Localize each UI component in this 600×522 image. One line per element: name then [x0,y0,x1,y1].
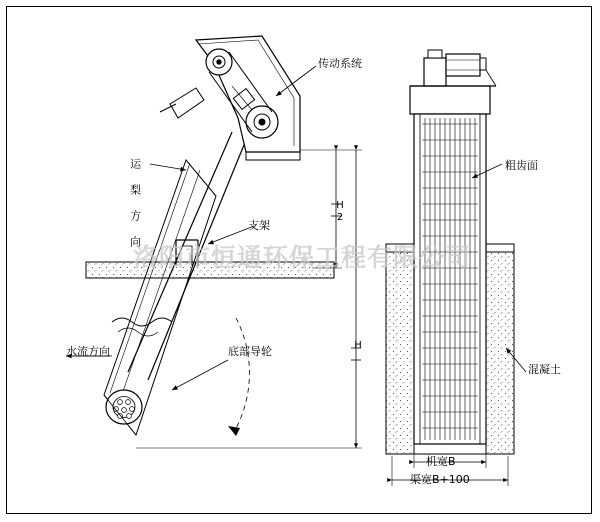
label-water-flow-direction: 水流方向 [66,345,110,358]
label-height-h: H [352,340,364,352]
bottom-roller [104,390,142,435]
label-drive-system: 传动系统 [318,57,362,70]
watermark: 洛阳市恒通环保工程有限公司 [132,243,471,272]
dimension-lines-side [136,150,362,448]
label-bottom-roller: 底部导轮 [228,345,272,358]
label-height-h2: H2 [334,200,346,224]
label-machine-width: 机宽B [426,455,456,468]
label-coarse-tooth-surface: 粗齿面 [505,159,538,172]
label-channel-width: 渠宽B+100 [410,473,470,486]
label-concrete: 混凝土 [528,363,561,376]
rake-path-arc [228,318,249,436]
label-bracket: 支架 [248,219,270,232]
motor-gearbox [410,50,496,86]
water-surface-line [112,318,172,336]
label-rake-direction: 运 梨 方 向 [128,158,142,248]
